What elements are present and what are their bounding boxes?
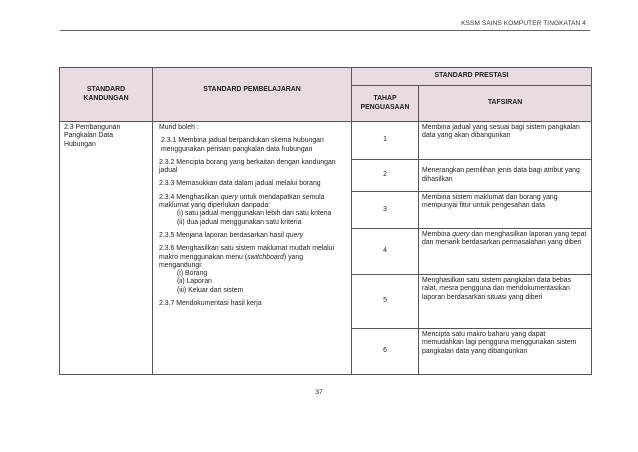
item-2-3-2: 2.3.2 Mencipta borang yang berkaitan dengan kandungan jadual — [159, 158, 336, 175]
tafsiran-2: Menerangkan pemilihan jenis data bagi atribut yang dihasilkan — [419, 160, 592, 192]
item-2-3-4-ii: (ii) dua jadual menggunakan satu kriteria — [177, 218, 302, 226]
item-2-3-4: 2.3.4 Menghasilkan query untuk mendapatkan semula maklumat yang diperlukan daripada: — [159, 193, 325, 210]
item-2-3-3: 2.3.3 Memasukkan data dalam jadual melalui borang — [159, 180, 321, 188]
tahap-3: 3 — [352, 192, 419, 229]
tafsiran-4: Membina query dan menghasilkan laporan yang tepat dan menarik berdasarkan permasalahan yang diberi — [419, 229, 592, 275]
tafsiran-3: Membina sistem maklumat dan borang yang mempunyai fitur untuk pengesahan data — [419, 192, 592, 229]
header-divider — [60, 30, 590, 31]
tahap-5: 5 — [352, 275, 419, 329]
document-header: KSSM SAINS KOMPUTER TINGKATAN 4 — [461, 20, 586, 27]
item-2-3-4-i: (i) satu jadual menggunakan lebih dari satu kriteria — [177, 210, 332, 218]
tahap-2: 2 — [352, 160, 419, 192]
standard-kandungan-cell — [60, 122, 153, 375]
tafsiran-1: Membina jadual yang sesuai bagi sistem pangkalan data yang akan dibangunkan — [419, 122, 592, 160]
standard-kandungan-text: 2.3 Pembangunan Pangkalan Data Hubungan — [64, 124, 121, 148]
item-2-3-7: 2.3.7 Mendokumentasi hasil kerja — [159, 300, 262, 308]
tafsiran-5: Menghasilkan satu sistem pangkalan data bebas ralat, mesra pengguna dan mendokumentasikan laporan berdasarkan situasi yang diberi — [419, 275, 592, 329]
tahap-4: 4 — [352, 229, 419, 275]
item-2-3-5: 2.3.5 Menjana laporan berdasarkan hasil query — [159, 231, 304, 239]
header-standard-prestasi: STANDARD PRESTASI — [352, 68, 592, 86]
page-number: 37 — [315, 389, 323, 396]
tahap-1: 1 — [352, 122, 419, 160]
item-2-3-6: 2.3.6 Menghasilkan satu sistem maklumat mudah melalui makro menggunakan menu (switchboard) yang mengandungi: — [159, 245, 335, 269]
item-2-3-6-iii: (iii) Keluar dari sistem — [177, 286, 244, 294]
header-tahap-penguasaan: TAHAP PENGUASAAN — [352, 86, 419, 122]
header-tafsiran: TAFSIRAN — [419, 86, 592, 122]
tahap-6: 6 — [352, 329, 419, 375]
standard-pembelajaran-cell — [153, 122, 352, 375]
header-standard-pembelajaran: STANDARD PEMBELAJARAN — [153, 68, 352, 122]
item-2-3-6-i: (i) Borang — [177, 270, 208, 278]
header-standard-kandungan: STANDARD KANDUNGAN — [60, 68, 153, 122]
pembelajaran-intro: Murid boleh : — [159, 124, 199, 131]
item-2-3-6-ii: (ii) Laporan — [177, 278, 212, 286]
tafsiran-6: Mencipta satu makro baharu yang dapat memudahkan lagi pengguna menggunakan sistem pangkalan data yang dibangunkan — [419, 329, 592, 375]
standards-table — [59, 67, 592, 375]
item-2-3-1: 2.3.1 Membina jadual berpandukan skema hubungan menggunakan perisian pangkalan data hubungan — [161, 137, 324, 153]
